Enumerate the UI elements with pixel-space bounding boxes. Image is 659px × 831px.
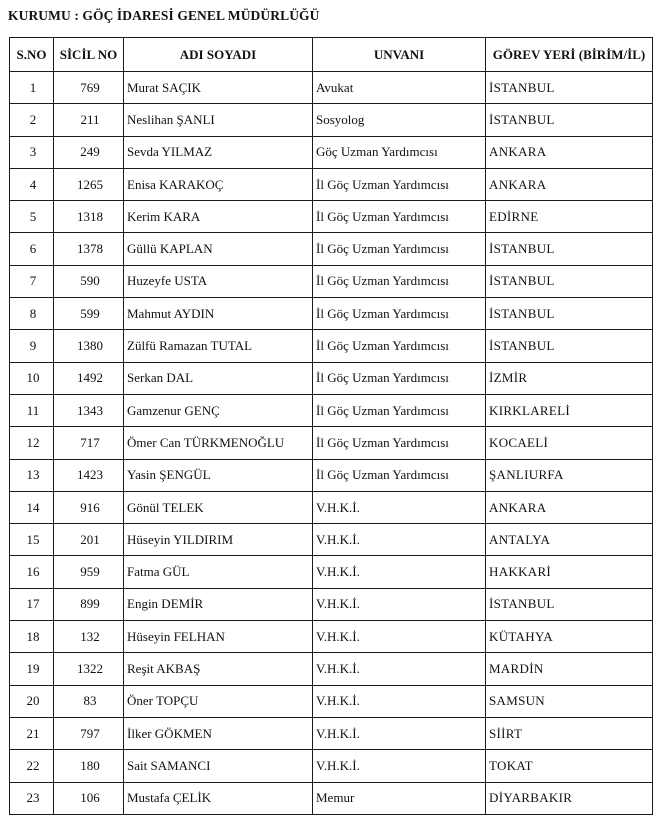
cell-sno: 15 (10, 524, 54, 556)
cell-unvani: V.H.K.İ. (313, 491, 486, 523)
cell-gorev-yeri: İSTANBUL (486, 104, 653, 136)
cell-gorev-yeri: KOCAELİ (486, 427, 653, 459)
cell-gorev-yeri: İSTANBUL (486, 298, 653, 330)
table-row (10, 104, 653, 136)
table-row (10, 524, 653, 556)
table-row (10, 201, 653, 233)
cell-adi-soyadi: Ömer Can TÜRKMENOĞLU (124, 427, 313, 459)
cell-sicil-no: 590 (54, 265, 124, 297)
cell-unvani: V.H.K.İ. (313, 621, 486, 653)
cell-gorev-yeri: TOKAT (486, 750, 653, 782)
header-gorev-yeri: GÖREV YERİ (BİRİM/İL) (486, 38, 653, 72)
cell-gorev-yeri: İSTANBUL (486, 233, 653, 265)
cell-gorev-yeri: İSTANBUL (486, 265, 653, 297)
cell-sno: 2 (10, 104, 54, 136)
cell-sno: 11 (10, 394, 54, 426)
cell-sno: 18 (10, 621, 54, 653)
document-title: KURUMU : GÖÇ İDARESİ GENEL MÜDÜRLÜĞÜ (8, 8, 320, 23)
cell-adi-soyadi: Sait SAMANCI (124, 750, 313, 782)
cell-gorev-yeri: İSTANBUL (486, 330, 653, 362)
cell-gorev-yeri: İZMİR (486, 362, 653, 394)
cell-gorev-yeri: ANKARA (486, 136, 653, 168)
cell-sicil-no: 899 (54, 588, 124, 620)
cell-adi-soyadi: Neslihan ŞANLI (124, 104, 313, 136)
cell-sno: 21 (10, 717, 54, 749)
cell-adi-soyadi: Güllü KAPLAN (124, 233, 313, 265)
table-row (10, 685, 653, 717)
staff-table (9, 37, 653, 815)
cell-sno: 19 (10, 653, 54, 685)
cell-gorev-yeri: ANTALYA (486, 524, 653, 556)
cell-sno: 5 (10, 201, 54, 233)
cell-adi-soyadi: Gamzenur GENÇ (124, 394, 313, 426)
header-unvani: UNVANI (313, 38, 486, 72)
cell-adi-soyadi: Öner TOPÇU (124, 685, 313, 717)
cell-unvani: V.H.K.İ. (313, 556, 486, 588)
cell-adi-soyadi: Mustafa ÇELİK (124, 782, 313, 814)
table-row (10, 168, 653, 200)
cell-sicil-no: 797 (54, 717, 124, 749)
cell-adi-soyadi: Enisa KARAKOÇ (124, 168, 313, 200)
cell-gorev-yeri: İSTANBUL (486, 588, 653, 620)
cell-sicil-no: 1492 (54, 362, 124, 394)
cell-sno: 22 (10, 750, 54, 782)
cell-sicil-no: 132 (54, 621, 124, 653)
cell-adi-soyadi: Hüseyin YILDIRIM (124, 524, 313, 556)
cell-adi-soyadi: Reşit AKBAŞ (124, 653, 313, 685)
cell-sicil-no: 1378 (54, 233, 124, 265)
cell-gorev-yeri: SAMSUN (486, 685, 653, 717)
table-row (10, 427, 653, 459)
cell-sicil-no: 1343 (54, 394, 124, 426)
table-row (10, 330, 653, 362)
cell-sno: 3 (10, 136, 54, 168)
table-row (10, 491, 653, 523)
cell-gorev-yeri: İSTANBUL (486, 72, 653, 104)
header-sno: S.NO (10, 38, 54, 72)
header-adi-soyadi: ADI SOYADI (124, 38, 313, 72)
cell-unvani: İl Göç Uzman Yardımcısı (313, 298, 486, 330)
table-row (10, 717, 653, 749)
cell-adi-soyadi: Gönül TELEK (124, 491, 313, 523)
cell-unvani: İl Göç Uzman Yardımcısı (313, 394, 486, 426)
cell-unvani: V.H.K.İ. (313, 588, 486, 620)
cell-sno: 6 (10, 233, 54, 265)
cell-gorev-yeri: HAKKARİ (486, 556, 653, 588)
cell-unvani: İl Göç Uzman Yardımcısı (313, 362, 486, 394)
cell-sicil-no: 1322 (54, 653, 124, 685)
table-row (10, 72, 653, 104)
cell-sno: 17 (10, 588, 54, 620)
cell-unvani: İl Göç Uzman Yardımcısı (313, 427, 486, 459)
cell-unvani: İl Göç Uzman Yardımcısı (313, 168, 486, 200)
cell-gorev-yeri: KÜTAHYA (486, 621, 653, 653)
cell-adi-soyadi: Sevda YILMAZ (124, 136, 313, 168)
cell-unvani: V.H.K.İ. (313, 750, 486, 782)
cell-sicil-no: 249 (54, 136, 124, 168)
table-row (10, 556, 653, 588)
cell-unvani: İl Göç Uzman Yardımcısı (313, 459, 486, 491)
cell-sno: 14 (10, 491, 54, 523)
table-row (10, 233, 653, 265)
cell-unvani: İl Göç Uzman Yardımcısı (313, 265, 486, 297)
table-row (10, 459, 653, 491)
cell-adi-soyadi: Murat SAÇIK (124, 72, 313, 104)
cell-unvani: V.H.K.İ. (313, 685, 486, 717)
cell-unvani: İl Göç Uzman Yardımcısı (313, 233, 486, 265)
table-row (10, 298, 653, 330)
cell-sno: 12 (10, 427, 54, 459)
cell-unvani: İl Göç Uzman Yardımcısı (313, 201, 486, 233)
cell-adi-soyadi: Zülfü Ramazan TUTAL (124, 330, 313, 362)
cell-adi-soyadi: İlker GÖKMEN (124, 717, 313, 749)
cell-sicil-no: 769 (54, 72, 124, 104)
cell-unvani: İl Göç Uzman Yardımcısı (313, 330, 486, 362)
cell-adi-soyadi: Kerim KARA (124, 201, 313, 233)
table-row (10, 394, 653, 426)
table-row (10, 782, 653, 814)
table-row (10, 136, 653, 168)
cell-sicil-no: 1423 (54, 459, 124, 491)
cell-sicil-no: 1318 (54, 201, 124, 233)
table-header-row (10, 38, 653, 72)
table-row (10, 265, 653, 297)
cell-unvani: V.H.K.İ. (313, 653, 486, 685)
cell-adi-soyadi: Hüseyin FELHAN (124, 621, 313, 653)
cell-sicil-no: 201 (54, 524, 124, 556)
table-row (10, 750, 653, 782)
cell-unvani: V.H.K.İ. (313, 524, 486, 556)
cell-sno: 1 (10, 72, 54, 104)
cell-sicil-no: 959 (54, 556, 124, 588)
cell-gorev-yeri: ANKARA (486, 491, 653, 523)
cell-gorev-yeri: DİYARBAKIR (486, 782, 653, 814)
cell-adi-soyadi: Engin DEMİR (124, 588, 313, 620)
cell-sicil-no: 106 (54, 782, 124, 814)
cell-sno: 4 (10, 168, 54, 200)
cell-sicil-no: 599 (54, 298, 124, 330)
cell-sno: 7 (10, 265, 54, 297)
table-row (10, 362, 653, 394)
cell-sicil-no: 717 (54, 427, 124, 459)
cell-sno: 9 (10, 330, 54, 362)
table-row (10, 621, 653, 653)
cell-gorev-yeri: SİİRT (486, 717, 653, 749)
cell-sicil-no: 916 (54, 491, 124, 523)
cell-sno: 8 (10, 298, 54, 330)
cell-sicil-no: 180 (54, 750, 124, 782)
cell-sicil-no: 1265 (54, 168, 124, 200)
table-row (10, 653, 653, 685)
cell-sno: 16 (10, 556, 54, 588)
cell-gorev-yeri: ŞANLIURFA (486, 459, 653, 491)
cell-adi-soyadi: Serkan DAL (124, 362, 313, 394)
cell-gorev-yeri: MARDİN (486, 653, 653, 685)
cell-unvani: Sosyolog (313, 104, 486, 136)
cell-adi-soyadi: Huzeyfe USTA (124, 265, 313, 297)
table-body (10, 72, 653, 815)
cell-gorev-yeri: ANKARA (486, 168, 653, 200)
cell-gorev-yeri: EDİRNE (486, 201, 653, 233)
cell-sno: 23 (10, 782, 54, 814)
cell-unvani: Avukat (313, 72, 486, 104)
table-row (10, 588, 653, 620)
cell-unvani: Memur (313, 782, 486, 814)
header-sicil-no: SİCİL NO (54, 38, 124, 72)
cell-sno: 13 (10, 459, 54, 491)
cell-unvani: Göç Uzman Yardımcısı (313, 136, 486, 168)
cell-unvani: V.H.K.İ. (313, 717, 486, 749)
cell-sicil-no: 1380 (54, 330, 124, 362)
cell-sno: 10 (10, 362, 54, 394)
cell-adi-soyadi: Yasin ŞENGÜL (124, 459, 313, 491)
cell-sicil-no: 83 (54, 685, 124, 717)
cell-adi-soyadi: Fatma GÜL (124, 556, 313, 588)
cell-sicil-no: 211 (54, 104, 124, 136)
cell-adi-soyadi: Mahmut AYDIN (124, 298, 313, 330)
cell-sno: 20 (10, 685, 54, 717)
cell-gorev-yeri: KIRKLARELİ (486, 394, 653, 426)
